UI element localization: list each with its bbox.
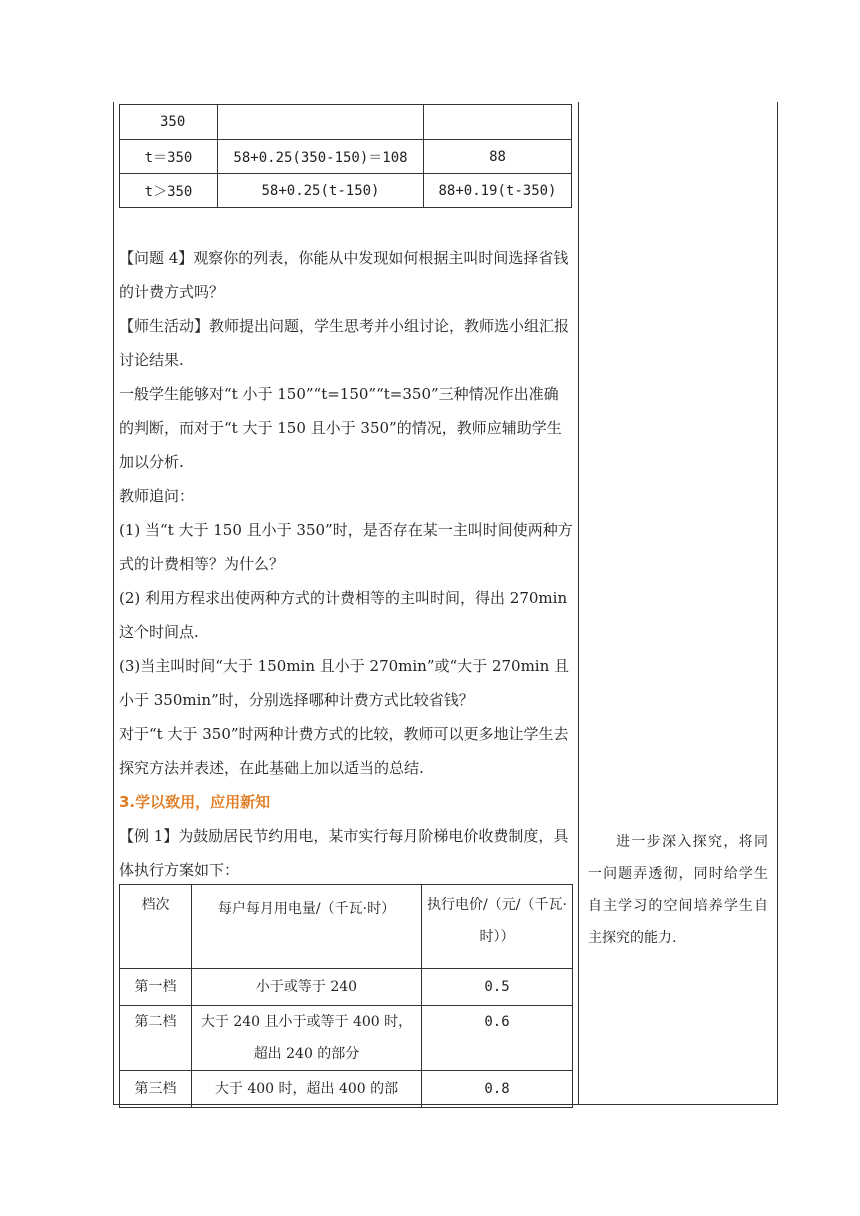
table-row xyxy=(120,174,572,208)
price-cell: 0.5 xyxy=(422,969,573,1006)
table-cell: t＝350 xyxy=(120,140,218,174)
usage-cell: 小于或等于 240 xyxy=(192,969,422,1006)
table-cell: 88 xyxy=(424,140,572,174)
table-row xyxy=(120,1071,573,1108)
price-cell: 0.6 xyxy=(422,1006,573,1071)
table-header-row xyxy=(120,885,573,969)
fee-comparison-table xyxy=(119,104,572,208)
table-cell: 58+0.25(350-150)＝108 xyxy=(218,140,424,174)
price-cell: 0.8 xyxy=(422,1071,573,1108)
summary-paragraph: 对于“t 大于 350”时两种计费方式的比较，教师可以更多地让学生去探究方法并表述，在此基础上加以适当的总结. xyxy=(119,725,569,777)
followup-question-2: (2) 利用方程求出使两种方式的计费相等的主叫时间，得出 270min 这个时间点. xyxy=(119,589,568,641)
header-price: 执行电价/（元/（千瓦·时）） xyxy=(422,885,573,969)
column-divider xyxy=(578,102,579,1104)
table-row xyxy=(120,1006,573,1071)
table-row xyxy=(120,105,572,140)
table-cell: t＞350 xyxy=(120,174,218,208)
section-heading: 3.学以致用，应用新知 xyxy=(119,793,271,811)
side-note: 进一步深入探究，将同一问题弄透彻，同时给学生自主学习的空间培养学生自主探究的能力. xyxy=(588,834,768,946)
analysis-paragraph: 一般学生能够对“t 小于 150”“t=150”“t=350”三种情况作出准确的判断，而对于“t 大于 150 且小于 350”的情况，教师应辅助学生加以分析. xyxy=(119,385,562,471)
electricity-price-table xyxy=(119,884,573,1108)
tier-cell: 第二档 xyxy=(120,1006,192,1071)
tier-cell: 第三档 xyxy=(120,1071,192,1108)
header-tier: 档次 xyxy=(120,885,192,969)
main-text xyxy=(119,241,573,887)
followup-question-3: (3)当主叫时间“大于 150min 且小于 270min”或“大于 270min 且小于 350min”时，分别选择哪种计费方式比较省钱？ xyxy=(119,657,570,709)
table-row xyxy=(120,969,573,1006)
followup-label: 教师追问： xyxy=(119,487,195,505)
table-cell xyxy=(218,105,424,140)
followup-question-1: (1) 当“t 大于 150 且小于 350”时，是否存在某一主叫时间使两种方式的计费相等？为什么？ xyxy=(119,521,573,573)
activity-paragraph: 【师生活动】教师提出问题，学生思考并小组讨论，教师选小组汇报讨论结果. xyxy=(119,317,570,369)
table-cell: 350 xyxy=(120,105,218,140)
table-cell: 58+0.25(t-150) xyxy=(218,174,424,208)
header-usage: 每户每月用电量/（千瓦·时） xyxy=(192,885,422,969)
question-4-paragraph: 【问题 4】观察你的列表，你能从中发现如何根据主叫时间选择省钱的计费方式吗？ xyxy=(119,249,569,301)
example-1-paragraph: 【例 1】为鼓励居民节约用电，某市实行每月阶梯电价收费制度，具体执行方案如下： xyxy=(119,827,569,879)
table-cell: 88+0.19(t-350) xyxy=(424,174,572,208)
table-cell xyxy=(424,105,572,140)
usage-cell: 大于 400 时，超出 400 的部 xyxy=(192,1071,422,1108)
usage-cell: 大于 240 且小于或等于 400 时，超出 240 的部分 xyxy=(192,1006,422,1071)
table-row xyxy=(120,140,572,174)
tier-cell: 第一档 xyxy=(120,969,192,1006)
